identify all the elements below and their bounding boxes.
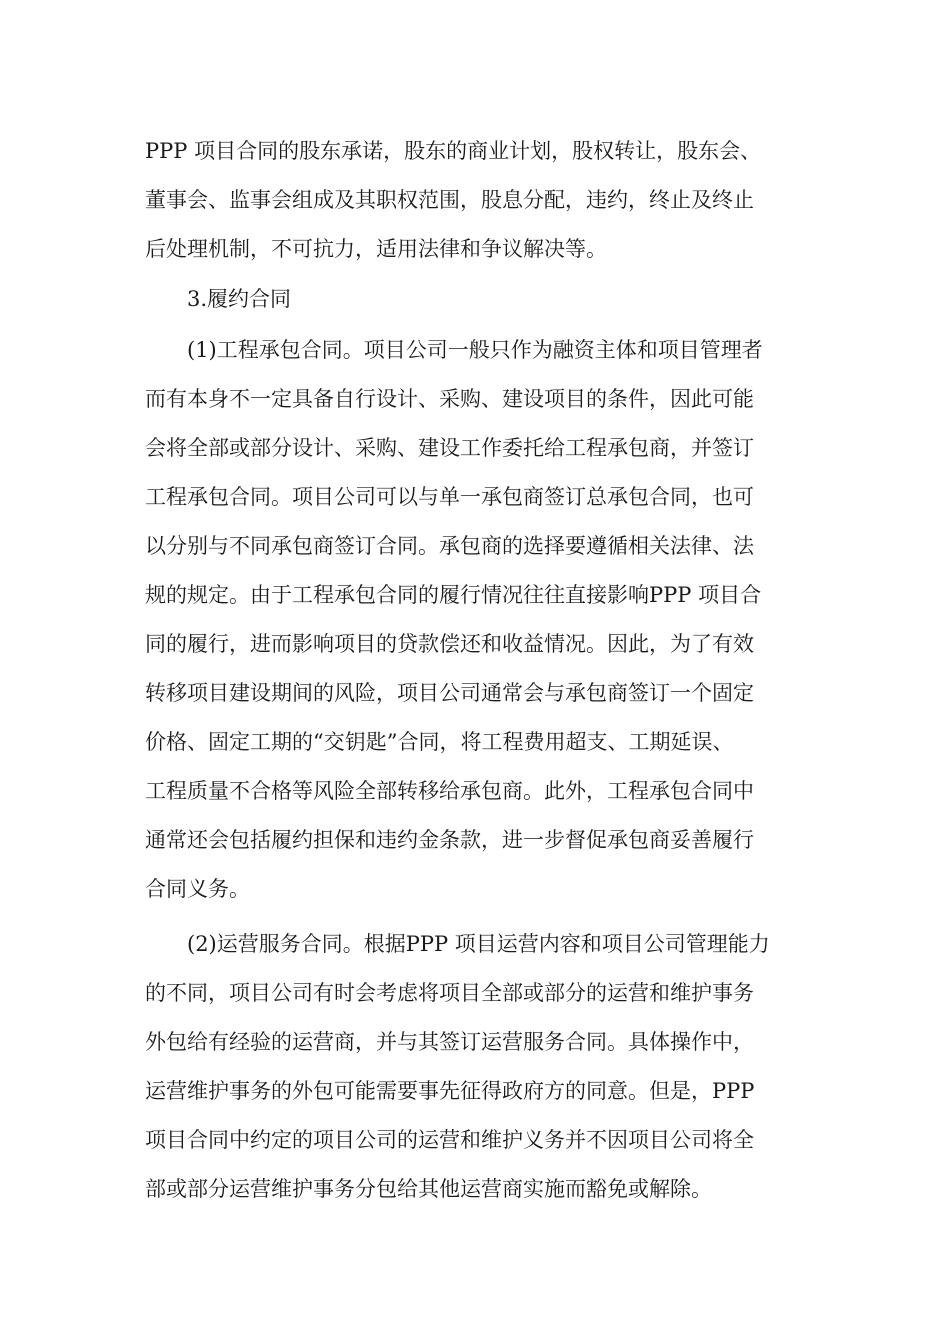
text-line: 的不同，项目公司有时会考虑将项目全部或部分的运营和维护事务 (145, 981, 754, 1005)
text-line: 会将全部或部分设计、采购、建设工作委托给工程承包商，并签订 (145, 436, 754, 460)
text-line: (2)运营服务合同。根据PPP 项目运营内容和项目公司管理能力 (187, 932, 770, 956)
text-line: 而有本身不一定具备自行设计、采购、建设项目的条件，因此可能 (145, 387, 754, 411)
text-line: 规的规定。由于工程承包合同的履行情况往往直接影响PPP 项目合 (145, 583, 762, 607)
text-line: 合同义务。 (145, 877, 250, 901)
section-heading-performance-contracts (145, 275, 800, 324)
text-line: 同的履行，进而影响项目的贷款偿还和收益情况。因此，为了有效 (145, 632, 754, 656)
text-line: 董事会、监事会组成及其职权范围，股息分配，违约，终止及终止 (145, 188, 754, 212)
text-line: 转移项目建设期间的风险，项目公司通常会与承包商签订一个固定 (145, 681, 754, 705)
text-line: PPP 项目合同的股东承诺，股东的商业计划，股权转让，股东会、 (145, 139, 762, 163)
section-heading: 3.履约合同 (187, 287, 292, 311)
text-line: 外包给有经验的运营商，并与其签订运营服务合同。具体操作中， (145, 1030, 754, 1054)
paragraph-engineering-contract (145, 326, 800, 914)
text-line: 通常还会包括履约担保和违约金条款，进一步督促承包商妥善履行 (145, 828, 754, 852)
text-line: (1)工程承包合同。项目公司一般只作为融资主体和项目管理者 (187, 338, 763, 362)
text-line: 项目合同中约定的项目公司的运营和维护义务并不因项目公司将全 (145, 1128, 754, 1152)
text-line: 后处理机制，不可抗力，适用法律和争议解决等。 (145, 237, 607, 261)
paragraph-shareholder-agreement (145, 127, 800, 274)
text-line: 工程承包合同。项目公司可以与单一承包商签订总承包合同，也可 (145, 485, 754, 509)
text-line: 价格、固定工期的“交钥匙”合同，将工程费用超支、工期延误、 (145, 730, 734, 754)
paragraph-operation-service-contract (145, 920, 800, 1214)
text-line: 工程质量不合格等风险全部转移给承包商。此外，工程承包合同中 (145, 779, 754, 803)
text-line: 以分别与不同承包商签订合同。承包商的选择要遵循相关法律、法 (145, 534, 754, 558)
text-line: 运营维护事务的外包可能需要事先征得政府方的同意。但是，PPP (145, 1079, 755, 1103)
text-line: 部或部分运营维护事务分包给其他运营商实施而豁免或解除。 (145, 1177, 712, 1201)
